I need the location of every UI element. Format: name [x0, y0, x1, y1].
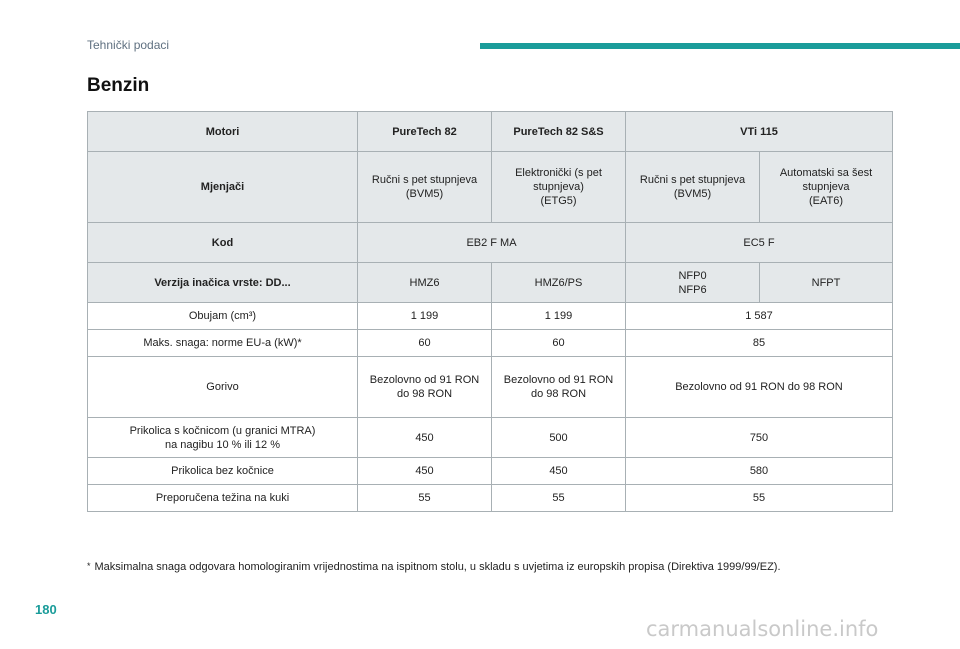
- footnote: [87, 561, 781, 573]
- table-row: [88, 303, 893, 330]
- table-row: [88, 223, 893, 263]
- table-row: [88, 263, 893, 303]
- table-cell: NFPT: [760, 263, 893, 303]
- table-cell: 55: [358, 485, 492, 512]
- table-row: [88, 112, 893, 152]
- header-accent-bar: [480, 43, 960, 49]
- table-cell: 450: [358, 458, 492, 485]
- row-label-prikolica-kocnica: Prikolica s kočnicom (u granici MTRA) na nagibu 10 % ili 12 %: [88, 418, 358, 458]
- row-label-kod: Kod: [88, 223, 358, 263]
- watermark: carmanualsonline.info: [646, 617, 879, 641]
- row-label-gorivo: Gorivo: [88, 357, 358, 418]
- row-label-tezina: Preporučena težina na kuki: [88, 485, 358, 512]
- table-cell: 1 587: [626, 303, 893, 330]
- table-cell: HMZ6/PS: [492, 263, 626, 303]
- table-cell: 450: [358, 418, 492, 458]
- table-cell: Ručni s pet stupnjeva (BVM5): [358, 152, 492, 223]
- table-cell: 55: [492, 485, 626, 512]
- table-cell: Ručni s pet stupnjeva (BVM5): [626, 152, 760, 223]
- table-row: [88, 458, 893, 485]
- table-cell: Elektronički (s pet stupnjeva) (ETG5): [492, 152, 626, 223]
- table-cell: EC5 F: [626, 223, 893, 263]
- table-cell: VTi 115: [626, 112, 893, 152]
- specs-table: [87, 111, 893, 512]
- table-cell: NFP0 NFP6: [626, 263, 760, 303]
- table-row: [88, 418, 893, 458]
- table-row: [88, 330, 893, 357]
- table-cell: Bezolovno od 91 RON do 98 RON: [626, 357, 893, 418]
- table-cell: 450: [492, 458, 626, 485]
- row-label-prikolica-bez: Prikolica bez kočnice: [88, 458, 358, 485]
- table-cell: 55: [626, 485, 893, 512]
- table-cell: 60: [358, 330, 492, 357]
- page-title: Benzin: [87, 75, 150, 96]
- table-cell: 580: [626, 458, 893, 485]
- table-cell: 500: [492, 418, 626, 458]
- table-cell: Bezolovno od 91 RON do 98 RON: [358, 357, 492, 418]
- table-cell: Automatski sa šest stupnjeva (EAT6): [760, 152, 893, 223]
- row-label-obujam: Obujam (cm³): [88, 303, 358, 330]
- row-label-verzija: Verzija inačica vrste: DD...: [88, 263, 358, 303]
- table-cell: PureTech 82: [358, 112, 492, 152]
- table-cell: EB2 F MA: [358, 223, 626, 263]
- table-row: [88, 357, 893, 418]
- table-cell: 85: [626, 330, 893, 357]
- table-cell: 60: [492, 330, 626, 357]
- row-label-motori: Motori: [88, 112, 358, 152]
- table-row: [88, 485, 893, 512]
- footnote-marker: *: [87, 561, 91, 571]
- table-cell: HMZ6: [358, 263, 492, 303]
- table-cell: PureTech 82 S&S: [492, 112, 626, 152]
- table-row: [88, 152, 893, 223]
- table-cell: Bezolovno od 91 RON do 98 RON: [492, 357, 626, 418]
- footnote-text: Maksimalna snaga odgovara homologiranim vrijednostima na ispitnom stolu, u skladu s uvjetima iz europskih propisa (Direktiva 1999/99/EZ).: [94, 561, 781, 573]
- row-label-mjenjaci: Mjenjači: [88, 152, 358, 223]
- table-cell: 1 199: [492, 303, 626, 330]
- table-cell: 1 199: [358, 303, 492, 330]
- section-label: Tehnički podaci: [87, 38, 170, 52]
- page-number: 180: [35, 602, 57, 617]
- row-label-snaga: Maks. snaga: norme EU-a (kW)*: [88, 330, 358, 357]
- table-cell: 750: [626, 418, 893, 458]
